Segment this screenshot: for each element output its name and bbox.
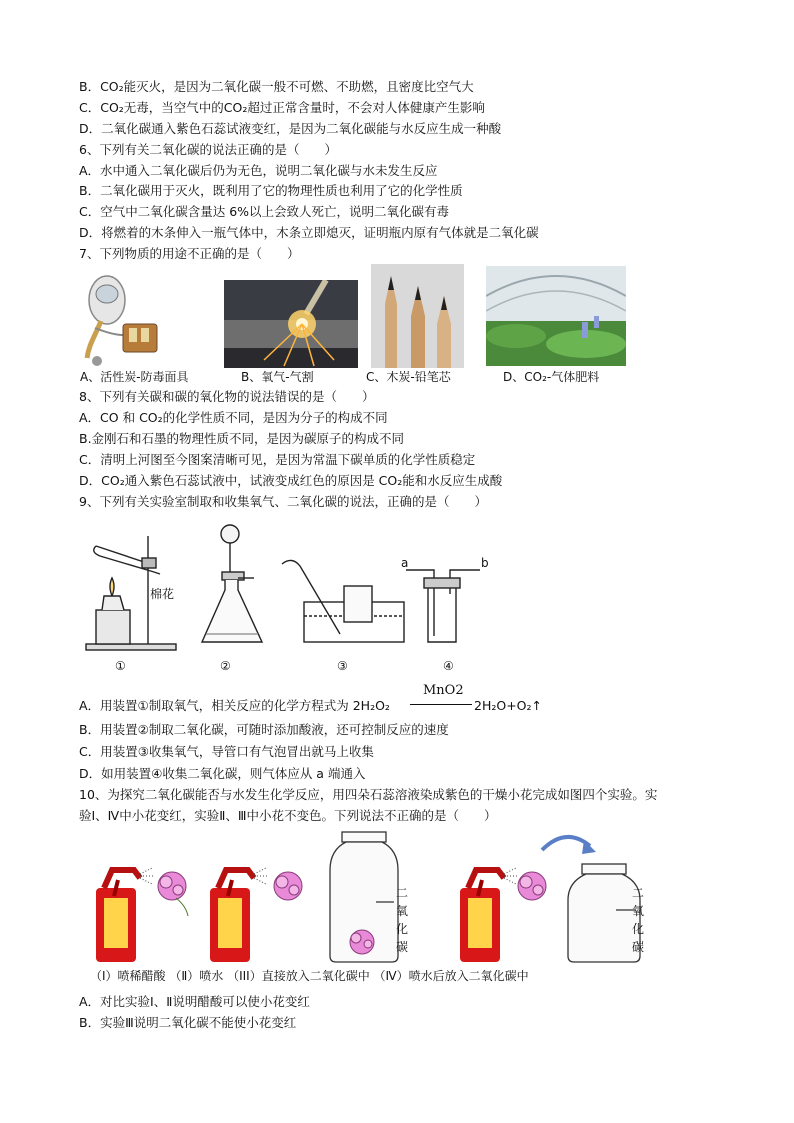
flower-experiment-figure <box>90 830 650 966</box>
gas-label-3: 二 氧 化 碳 <box>396 886 409 954</box>
option-9c: C．用装置③收集氧气，导管口有气泡冒出就马上收集 <box>79 744 374 759</box>
option-10b: B．实验Ⅲ说明二氧化碳不能使小花变红 <box>79 1015 297 1030</box>
gas-cutting-image <box>224 280 358 368</box>
question-7: 7、下列物质的用途不正确的是（ ） <box>79 246 300 261</box>
option-6a: A．水中通入二氧化碳后仍为无色，说明二氧化碳与水未发生反应 <box>79 163 438 178</box>
label-apparatus-2: ② <box>220 659 231 673</box>
option-9a: A．用装置①制取氧气，相关反应的化学方程式为 2H₂O₂ <box>79 698 390 713</box>
option-9d: D．如用装置④收集二氧化碳，则气体应从 a 端通入 <box>79 766 366 781</box>
sprayer-4 <box>460 868 518 962</box>
apparatus-figure <box>82 516 502 656</box>
flower-1 <box>158 872 188 916</box>
option-5c: C．CO₂无毒，当空气中的CO₂超过正常含量时，不会对人体健康产生影响 <box>79 100 485 115</box>
label-apparatus-4: ④ <box>443 659 454 673</box>
label-apparatus-3: ③ <box>337 659 348 673</box>
apparatus-2 <box>202 525 262 642</box>
option-8d: D．CO₂通入紫色石蕊试液中，试液变成红色的原因是 CO₂能和水反应生成酸 <box>79 473 503 488</box>
pencils-image <box>371 264 464 368</box>
sprayer-2 <box>210 868 268 962</box>
catalyst-label: MnO2 <box>423 683 464 698</box>
option-10a: A．对比实验Ⅰ、Ⅱ说明醋酸可以使小花变红 <box>79 994 310 1009</box>
label-a: a <box>401 556 409 570</box>
label-apparatus-1: ① <box>115 659 126 673</box>
option-6d: D．将燃着的木条伸入一瓶气体中，木条立即熄灭，证明瓶内原有气体就是二氧化碳 <box>79 225 539 240</box>
jar-4 <box>568 864 640 962</box>
option-9b: B．用装置②制取二氧化碳，可随时添加酸液，还可控制反应的速度 <box>79 722 449 737</box>
arrow-head-icon <box>582 840 596 854</box>
option-6b: B．二氧化碳用于灭火，既利用了它的物理性质也利用了它的化学性质 <box>79 183 463 198</box>
option-6c: C．空气中二氧化碳含量达 6%以上会致人死亡，说明二氧化碳有毒 <box>79 204 450 219</box>
option-5d: D．二氧化碳通入紫色石蕊试液变红，是因为二氧化碳能与水反应生成一种酸 <box>79 121 502 136</box>
gas-label-4: 二 氧 化 碳 <box>632 886 645 954</box>
caption-7a: A、活性炭-防毒面具 <box>80 370 189 384</box>
apparatus-3 <box>282 560 404 642</box>
question-9: 9、下列有关实验室制取和收集氧气、二氧化碳的说法，正确的是（ ） <box>79 494 487 509</box>
apparatus-4 <box>406 570 480 642</box>
caption-7b: B、氧气-气割 <box>241 370 314 384</box>
option-8c: C．清明上河图至今图案清晰可见，是因为常温下碳单质的化学性质稳定 <box>79 452 476 467</box>
curved-arrow-icon <box>542 837 590 850</box>
sprayer-1 <box>96 868 154 962</box>
experiment-caption: （I）喷稀醋酸 （Ⅱ）喷水 （III）直接放入二氧化碳中 （Ⅳ）喷水后放入二氧化碳中 <box>90 969 529 983</box>
equation-products: 2H₂O+O₂↑ <box>474 698 542 713</box>
caption-7c: C、木炭-铅笔芯 <box>366 370 451 384</box>
question-6: 6、下列有关二氧化碳的说法正确的是（ ） <box>79 142 337 157</box>
caption-7d: D、CO₂-气体肥料 <box>503 370 600 384</box>
question-10-line2: 验Ⅰ、Ⅳ中小花变红，实验Ⅱ、Ⅲ中小花不变色。下列说法不正确的是（ ） <box>79 808 497 823</box>
question-10-line1: 10、为探究二氧化碳能否与水发生化学反应，用四朵石蕊溶液染成紫色的干燥小花完成如图四个实验。实 <box>79 787 658 802</box>
label-cotton: 棉花 <box>150 587 175 601</box>
flower-4 <box>518 872 546 900</box>
label-b: b <box>481 556 489 570</box>
gas-mask-image <box>75 266 165 370</box>
equation-arrow-line <box>410 704 472 705</box>
option-8b: B.金刚石和石墨的物理性质不同，是因为碳原子的构成不同 <box>79 431 405 446</box>
option-5b: B．CO₂能灭火，是因为二氧化碳一般不可燃、不助燃，且密度比空气大 <box>79 79 474 94</box>
question-8: 8、下列有关碳和碳的氧化物的说法错误的是（ ） <box>79 389 375 404</box>
greenhouse-image <box>486 266 626 366</box>
option-8a: A．CO 和 CO₂的化学性质不同，是因为分子的构成不同 <box>79 410 388 425</box>
flower-2 <box>274 872 302 900</box>
flower-3 <box>350 930 374 954</box>
